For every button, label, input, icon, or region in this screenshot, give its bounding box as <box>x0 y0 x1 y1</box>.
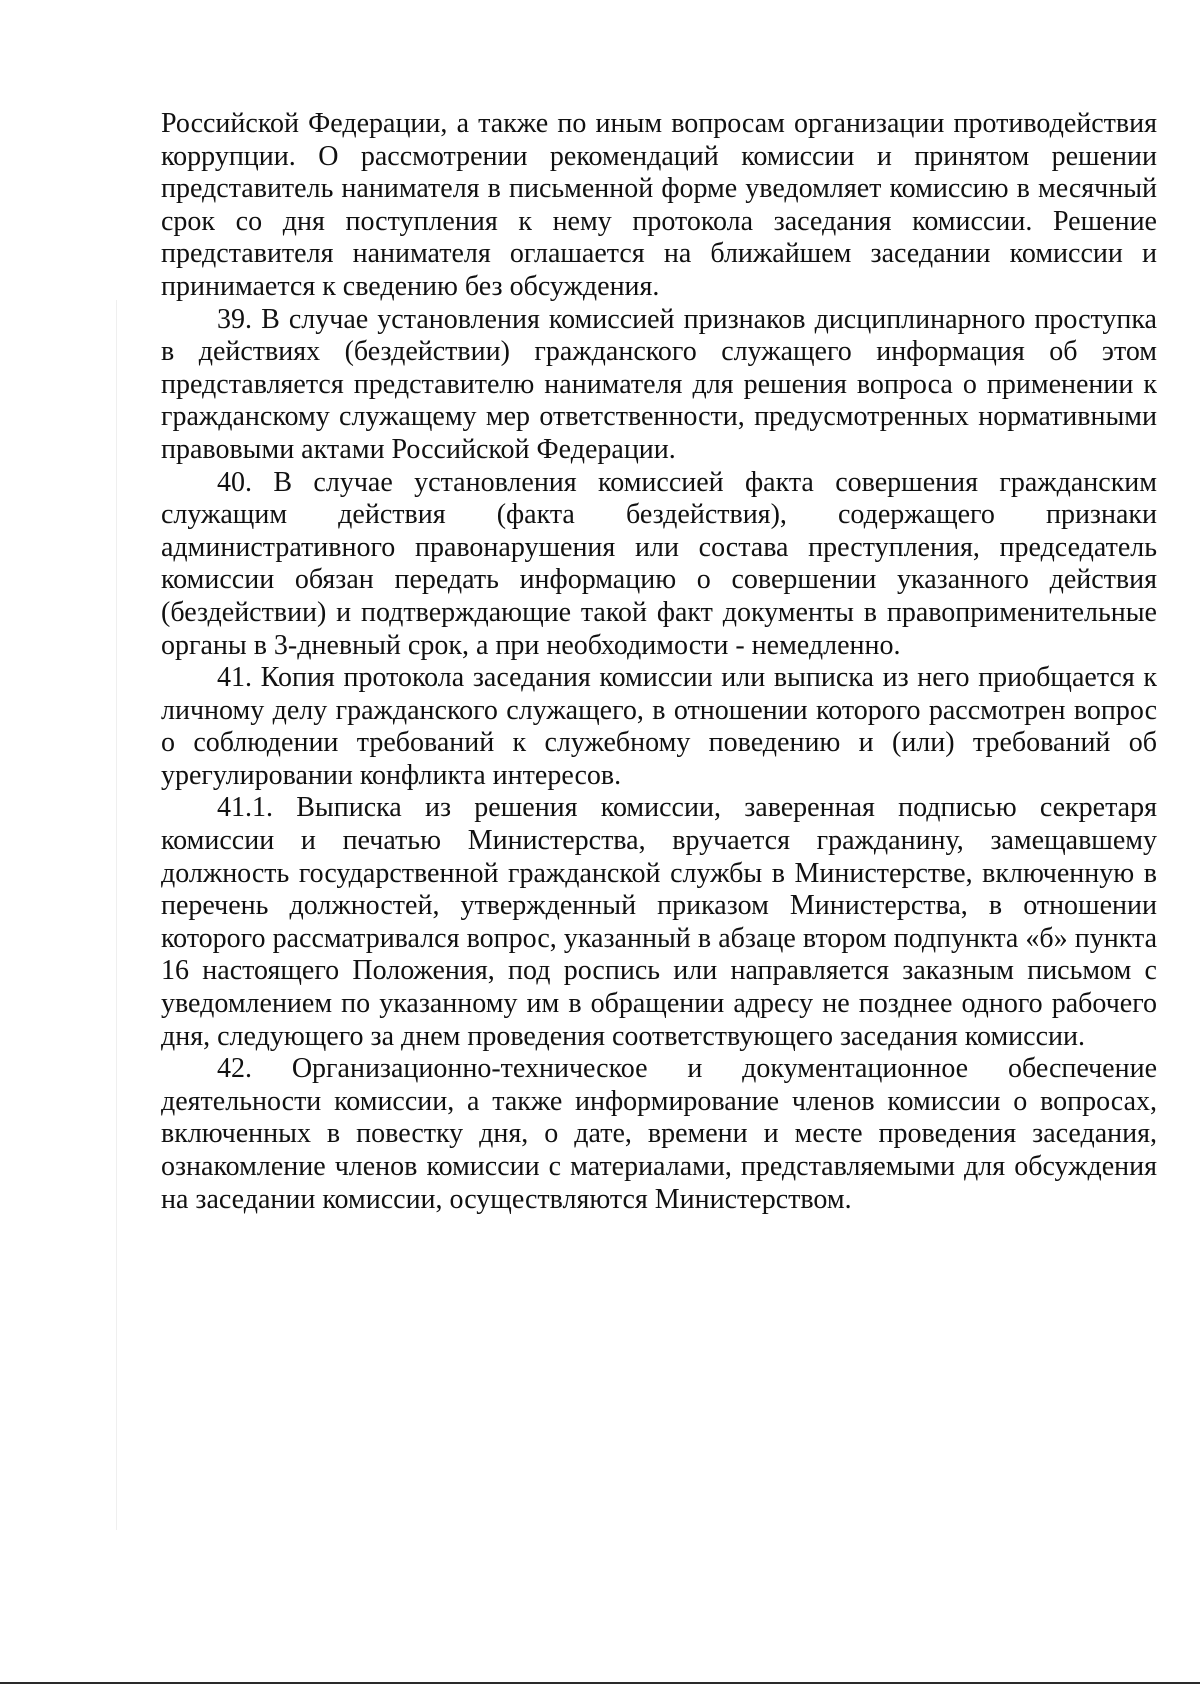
paragraph-39: 39. В случае установления комиссией признаков дисциплинарного проступка в действиях (бездействии) гражданского служащего информация об этом представляется представителю нанимателя для решения вопроса о применении к гражданскому служащему мер ответственности, предусмотренных нормативными правовыми актами Российской Федерации. <box>161 303 1157 465</box>
paragraph-40: 40. В случае установления комиссией факта совершения гражданским служащим действия (факта бездействия), содержащего признаки административного правонарушения или состава преступления, председатель комиссии обязан передать информацию о совершении указанного действия (бездействии) и подтверждающие такой факт документы в правоприменительные органы в 3-дневный срок, а при необходимости - немедленно. <box>161 466 1157 661</box>
bottom-edge-rule <box>0 1682 1200 1684</box>
paragraph-continuation: Российской Федерации, а также по иным вопросам организации противодействия коррупции. О рассмотрении рекомендаций комиссии и принятом решении представитель нанимателя в письменной форме уведомляет комиссию в месячный срок со дня поступления к нему протокола заседания комиссии. Решение представителя нанимателя оглашается на ближайшем заседании комиссии и принимается к сведению без обсуждения. <box>161 108 1157 302</box>
paragraph-41: 41. Копия протокола заседания комиссии или выписка из него приобщается к личному делу гражданского служащего, в отношении которого рассмотрен вопрос о соблюдении требований к служебному поведению и (или) требований об урегулировании конфликта интересов. <box>161 662 1157 791</box>
document-body <box>161 108 1157 1216</box>
paragraph-41-1: 41.1. Выписка из решения комиссии, заверенная подписью секретаря комиссии и печатью Министерства, вручается гражданину, замещавшему должность государственной гражданской службы в Министерстве, включенную в перечень должностей, утвержденный приказом Министерства, в отношении которого рассматривался вопрос, указанный в абзаце втором подпункта «б» пункта 16 настоящего Положения, под роспись или направляется заказным письмом с уведомлением по указанному им в обращении адресу не позднее одного рабочего дня, следующего за днем проведения соответствующего заседания комиссии. <box>161 792 1157 1052</box>
paragraph-42: 42. Организационно-техническое и документационное обеспечение деятельности комиссии, а также информирование членов комиссии о вопросах, включенных в повестку дня, о дате, времени и месте проведения заседания, ознакомление членов комиссии с материалами, представляемыми для обсуждения на заседании комиссии, осуществляются Министерством. <box>161 1053 1157 1215</box>
scan-margin-line <box>116 300 117 1530</box>
